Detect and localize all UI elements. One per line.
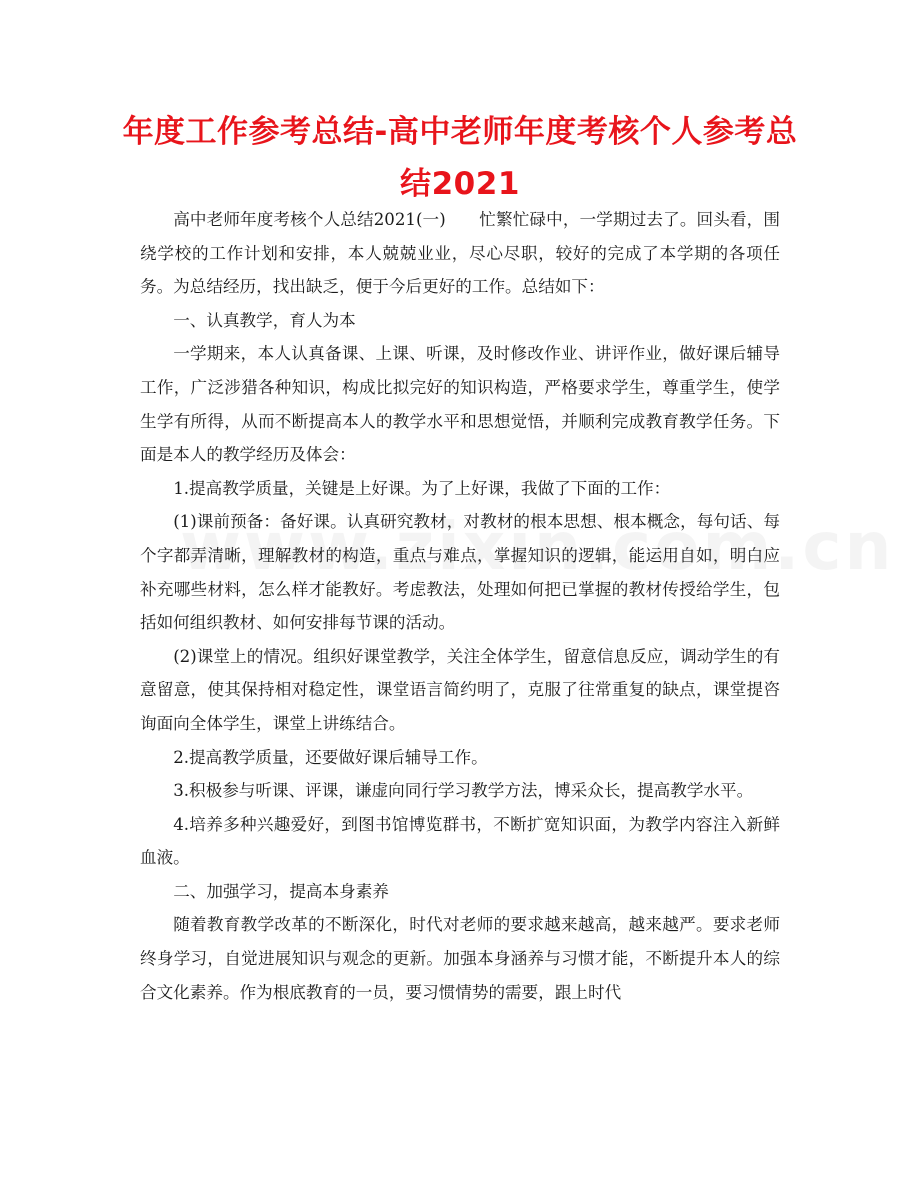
- sub-list-item: (2)课堂上的情况。组织好课堂教学，关注全体学生，留意信息反应，调动学生的有意留意，使其保持相对稳定性，课堂语言简约明了，克服了往常重复的缺点，课堂提咨询面向全体学生，课堂上讲练结合。: [140, 646, 780, 733]
- paragraph-intro: 高中老师年度考核个人总结2021(一) 忙繁忙碌中，一学期过去了。回头看，围绕学校的工作计划和安排，本人兢兢业业，尽心尽职，较好的完成了本学期的各项任务。为总结经历，找出缺乏，便于今后更好的工作。总结如下：: [140, 210, 780, 297]
- list-item: 2.提高教学质量，还要做好课后辅导工作。: [173, 747, 488, 767]
- section-heading-2: 二、加强学习，提高本身素养: [173, 881, 389, 901]
- document-title: 年度工作参考总结-高中老师年度考核个人参考总结2021: [122, 114, 798, 202]
- sub-list-item: (1)课前预备：备好课。认真研究教材，对教材的根本思想、根本概念，每句话、每个字都弄清晰，理解教材的构造，重点与难点，掌握知识的逻辑，能运用自如，明白应补充哪些材料，怎么样才能教好。考虑教法，处理如何把已掌握的教材传授给学生，包括如何组织教材、如何安排每节课的活动。: [140, 512, 780, 633]
- section-heading-1: 一、认真教学，育人为本: [173, 310, 356, 330]
- list-item: 1.提高教学质量，关键是上好课。为了上好课，我做了下面的工作：: [173, 478, 671, 498]
- list-item: 4.培养多种兴趣爱好，到图书馆博览群书，不断扩宽知识面，为教学内容注入新鲜血液。: [140, 814, 780, 868]
- paragraph: 一学期来，本人认真备课、上课、听课，及时修改作业、讲评作业，做好课后辅导工作，广泛涉猎各种知识，构成比拟完好的知识构造，严格要求学生，尊重学生，使学生学有所得，从而不断提高本人的教学水平和思想觉悟，并顺利完成教育教学任务。下面是本人的教学经历及体会：: [140, 344, 780, 465]
- document-body: [140, 203, 780, 1009]
- paragraph: 随着教育教学改革的不断深化，时代对老师的要求越来越高，越来越严。要求老师终身学习，自觉进展知识与观念的更新。加强本身涵养与习惯才能，不断提升本人的综合文化素养。作为根底教育的一员，要习惯情势的需要，跟上时代: [140, 915, 780, 1002]
- list-item: 3.积极参与听课、评课，谦虚向同行学习教学方法，博采众长，提高教学水平。: [173, 781, 754, 801]
